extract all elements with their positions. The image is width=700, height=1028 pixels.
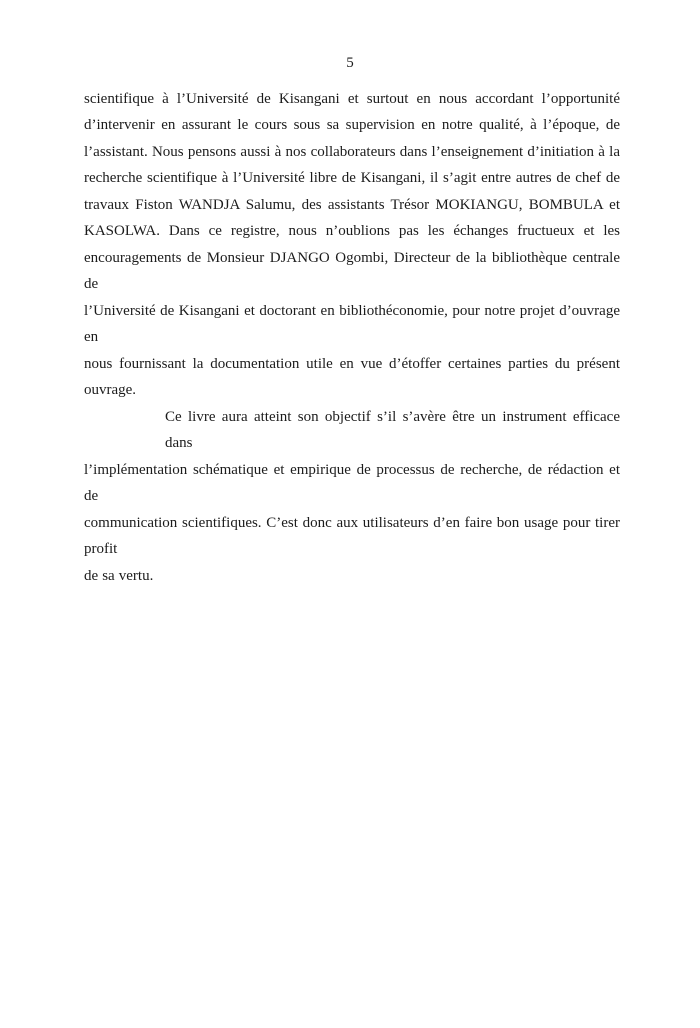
text-line: scientifique à l’Université de Kisangani et surtout en nous accordant l’opportunité <box>84 90 620 107</box>
text-line: recherche scientifique à l’Université libre de Kisangani, il s’agit entre autres de chef de <box>84 170 620 186</box>
text-line: encouragements de Monsieur DJANGO Ogombi, Directeur de la bibliothèque centrale de <box>84 249 620 292</box>
text-line: l’Université de Kisangani et doctorant en bibliothéconomie, pour notre projet d’ouvrage en <box>84 302 620 345</box>
text-line: de sa vertu. <box>84 567 154 584</box>
text-line: l’assistant. Nous pensons aussi à nos collaborateurs dans l’enseignement d’initiation à la <box>84 143 620 160</box>
text-line: l’implémentation schématique et empirique de processus de recherche, de rédaction et de <box>84 461 620 504</box>
body-text <box>84 86 620 590</box>
text-line: nous fournissant la documentation utile en vue d’étoffer certaines parties du présent ouvrage. <box>84 355 620 398</box>
paragraph-2 <box>84 404 620 590</box>
text-line: Ce livre aura atteint son objectif s’il s’avère être un instrument efficace dans <box>165 408 620 451</box>
text-line: KASOLWA. Dans ce registre, nous n’oublions pas les échanges fructueux et les <box>84 223 620 239</box>
text-line: d’intervenir en assurant le cours sous sa supervision en notre qualité, à l’époque, de <box>84 117 620 133</box>
text-line: travaux Fiston WANDJA Salumu, des assistants Trésor MOKIANGU, BOMBULA et <box>84 196 620 213</box>
paragraph-1 <box>84 86 620 404</box>
page-number: 5 <box>346 55 354 71</box>
text-line: communication scientifiques. C’est donc aux utilisateurs d’en faire bon usage pour tirer profit <box>84 514 620 557</box>
